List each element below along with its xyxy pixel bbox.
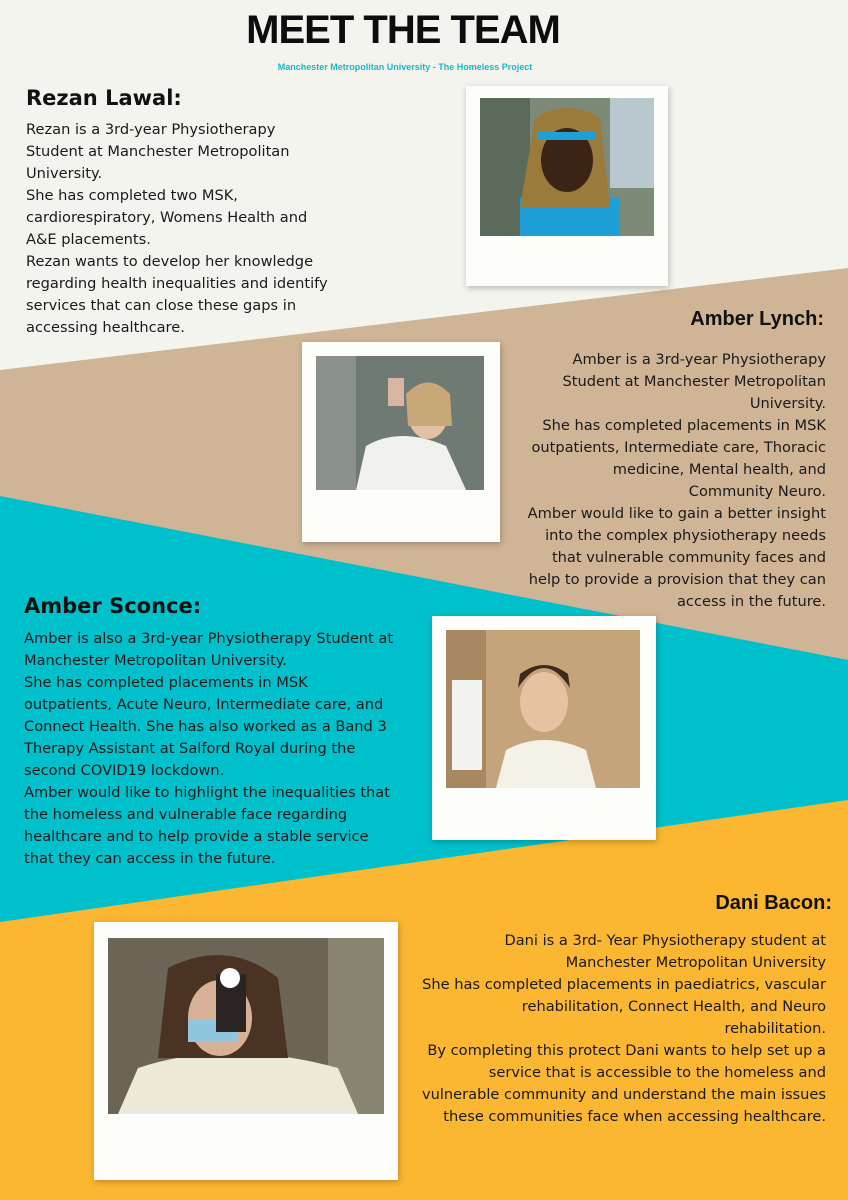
member-bio-amber-lynch: Amber is a 3rd-year Physiotherapy Student at Manchester Metropolitan University. She has completed placements in MSK outpatients, Intermediate care, Thoracic medicine, Mental health, and Community Neuro. Amber would like to gain a better insight into the complex physiotherapy needs that vulnerable community faces and help to provide a provision that they can access in the future. [527,351,826,610]
polaroid-rezan [466,86,668,286]
photo-rezan [480,98,654,236]
member-name-amber-sconce: Amber Sconce: [24,594,202,618]
member-name-dani: Dani Bacon: [715,892,832,914]
photo-dani [108,938,384,1114]
member-bio-amber-sconce: Amber is also a 3rd-year Physiotherapy Student at Manchester Metropolitan University. She has completed placements in MSK outpatients, Acute Neuro, Intermediate care, and Connect Health. She has also worked as a Band 3 Therapy Assistant at Salford Royal during the second COVID19 lockdown. Amber would like to highlight the inequalities that the homeless and vulnerable face regarding healthcare and to help provide a stable service that they can access in the future. [24,630,394,867]
polaroid-dani [94,922,398,1180]
page-title: MEET THE TEAM [246,8,560,52]
polaroid-amber-sconce [432,616,656,840]
photo-amber-lynch [316,356,484,490]
polaroid-amber-lynch [302,342,500,542]
member-bio-rezan: Rezan is a 3rd-year Physiotherapy Student at Manchester Metropolitan University. She has completed two MSK, cardiorespiratory, Womens Health and A&E placements. Rezan wants to develop her knowledge regarding health inequalities and identify services that can close these gaps in accessing healthcare. [26,121,328,336]
member-name-rezan: Rezan Lawal: [26,86,182,110]
member-bio-dani: Dani is a 3rd- Year Physiotherapy student at Manchester Metropolitan University She has completed placements in paediatrics, vascular rehabilitation, Connect Health, and Neuro rehabilitation. By completing this protect Dani wants to help set up a service that is accessible to the homeless and vulnerable community and understand the main issues these communities face when accessing healthcare. [421,932,826,1125]
page-subtitle: Manchester Metropolitan University - The Homeless Project [277,62,533,72]
member-name-amber-lynch: Amber Lynch: [690,308,824,330]
photo-amber-sconce [446,630,640,788]
